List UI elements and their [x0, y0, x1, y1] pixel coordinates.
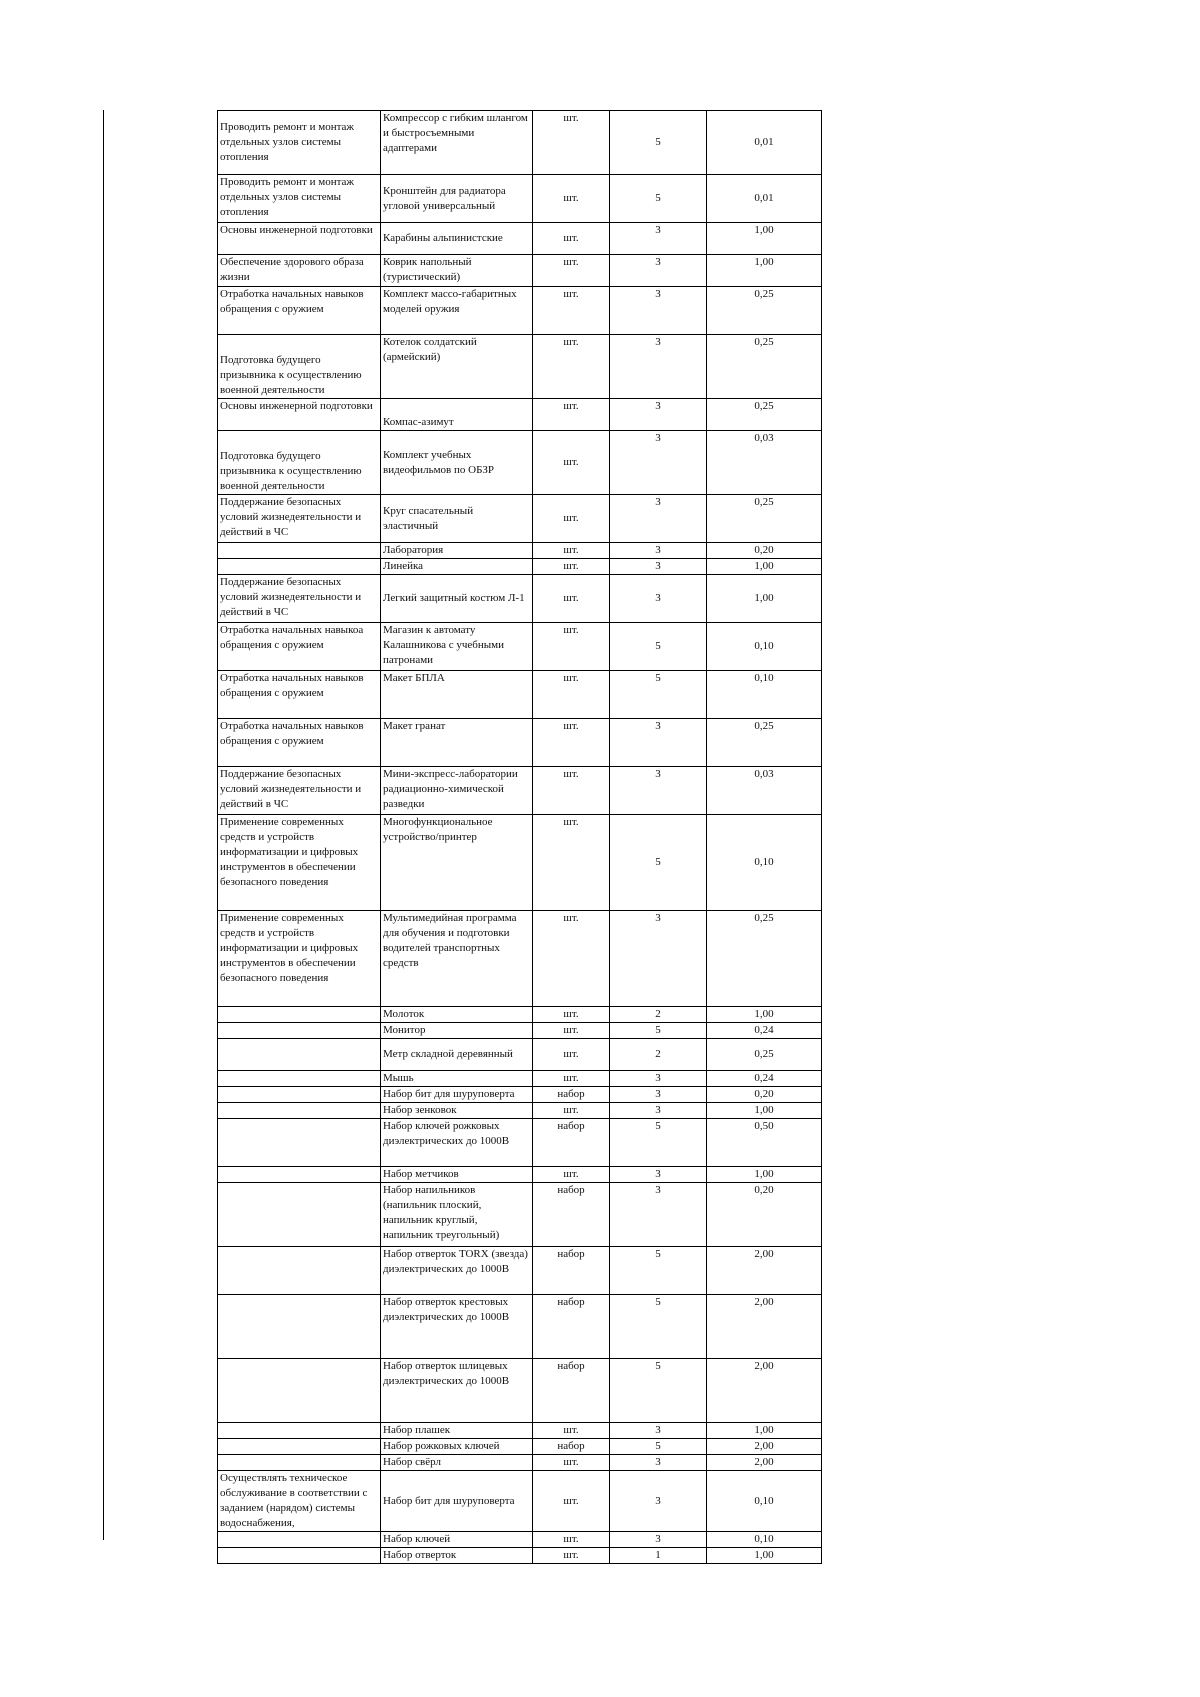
item-cell: Набор метчиков [381, 1167, 533, 1183]
equipment-table-body [218, 111, 822, 1564]
topic-cell [218, 1023, 381, 1039]
qty-cell: 5 [610, 1359, 707, 1423]
topic-cell: Подготовка будущего призывника к осуществлению военной деятельности [218, 431, 381, 495]
unit-cell: шт. [533, 1532, 610, 1548]
table-row [218, 1087, 822, 1103]
qty-cell: 3 [610, 911, 707, 1007]
unit-cell: шт. [533, 559, 610, 575]
topic-cell [218, 1087, 381, 1103]
norm-cell: 2,00 [707, 1455, 822, 1471]
qty-cell: 3 [610, 223, 707, 255]
unit-cell: шт. [533, 1007, 610, 1023]
item-cell: Набор ключей рожковых диэлектрических до 1000В [381, 1119, 533, 1167]
norm-cell: 1,00 [707, 1548, 822, 1564]
norm-cell: 1,00 [707, 1167, 822, 1183]
qty-cell: 3 [610, 1167, 707, 1183]
qty-cell: 3 [610, 431, 707, 495]
norm-cell: 0,10 [707, 1471, 822, 1532]
qty-cell: 3 [610, 719, 707, 767]
topic-cell [218, 1007, 381, 1023]
norm-cell: 1,00 [707, 1103, 822, 1119]
qty-cell: 5 [610, 623, 707, 671]
topic-cell [218, 1455, 381, 1471]
qty-cell: 5 [610, 1439, 707, 1455]
norm-cell: 0,24 [707, 1071, 822, 1087]
topic-cell: Основы инженерной подготовки [218, 399, 381, 431]
item-cell: Набор отверток крестовых диэлектрических до 1000В [381, 1295, 533, 1359]
topic-cell: Поддержание безопасных условий жизнедеятельности и действий в ЧС [218, 495, 381, 543]
topic-cell: Отработка начальных навыков обращения с оружием [218, 287, 381, 335]
unit-cell: шт. [533, 287, 610, 335]
qty-cell: 5 [610, 1119, 707, 1167]
norm-cell: 2,00 [707, 1439, 822, 1455]
norm-cell: 1,00 [707, 1423, 822, 1439]
qty-cell: 3 [610, 1103, 707, 1119]
item-cell: Мышь [381, 1071, 533, 1087]
norm-cell: 0,01 [707, 111, 822, 175]
norm-cell: 0,25 [707, 1039, 822, 1071]
item-cell: Многофункциональное устройство/принтер [381, 815, 533, 911]
qty-cell: 3 [610, 1071, 707, 1087]
norm-cell: 1,00 [707, 1007, 822, 1023]
item-cell: Лаборатория [381, 543, 533, 559]
qty-cell: 3 [610, 1532, 707, 1548]
unit-cell: шт. [533, 431, 610, 495]
norm-cell: 0,10 [707, 623, 822, 671]
item-cell: Монитор [381, 1023, 533, 1039]
table-row [218, 671, 822, 719]
unit-cell: шт. [533, 1548, 610, 1564]
table-row [218, 175, 822, 223]
unit-cell: набор [533, 1247, 610, 1295]
item-cell: Набор плашек [381, 1423, 533, 1439]
topic-cell [218, 1532, 381, 1548]
norm-cell: 0,25 [707, 287, 822, 335]
table-row [218, 1423, 822, 1439]
table-row [218, 719, 822, 767]
norm-cell: 0,20 [707, 1183, 822, 1247]
topic-cell [218, 1247, 381, 1295]
unit-cell: набор [533, 1119, 610, 1167]
item-cell: Линейка [381, 559, 533, 575]
table-row [218, 623, 822, 671]
norm-cell: 0,10 [707, 815, 822, 911]
qty-cell: 2 [610, 1039, 707, 1071]
item-cell: Компрессор с гибким шлангом и быстросъемными адаптерами [381, 111, 533, 175]
item-cell: Набор рожковых ключей [381, 1439, 533, 1455]
item-cell: Мини-экспресс-лаборатории радиационно-химической разведки [381, 767, 533, 815]
topic-cell: Осуществлять техническое обслуживание в соответствии с заданием (нарядом) системы водоснабжения, [218, 1471, 381, 1532]
norm-cell: 0,24 [707, 1023, 822, 1039]
unit-cell: шт. [533, 1071, 610, 1087]
item-cell: Набор отверток шлицевых диэлектрических до 1000В [381, 1359, 533, 1423]
item-cell: Набор ключей [381, 1532, 533, 1548]
item-cell: Набор бит для шуруповерта [381, 1471, 533, 1532]
table-row [218, 815, 822, 911]
norm-cell: 0,10 [707, 1532, 822, 1548]
norm-cell: 0,25 [707, 911, 822, 1007]
table-row [218, 1103, 822, 1119]
unit-cell: шт. [533, 623, 610, 671]
qty-cell: 3 [610, 335, 707, 399]
unit-cell: шт. [533, 575, 610, 623]
topic-cell: Отработка начальных навыков обращения с оружием [218, 719, 381, 767]
table-row [218, 495, 822, 543]
topic-cell: Основы инженерной подготовки [218, 223, 381, 255]
topic-cell: Обеспечение здорового образа жизни [218, 255, 381, 287]
item-cell: Легкий защитный костюм Л-1 [381, 575, 533, 623]
norm-cell: 0,25 [707, 719, 822, 767]
topic-cell [218, 1039, 381, 1071]
unit-cell: шт. [533, 1471, 610, 1532]
norm-cell: 0,25 [707, 335, 822, 399]
item-cell: Набор бит для шуруповерта [381, 1087, 533, 1103]
qty-cell: 3 [610, 559, 707, 575]
table-row [218, 255, 822, 287]
unit-cell: набор [533, 1087, 610, 1103]
item-cell: Набор свёрл [381, 1455, 533, 1471]
topic-cell [218, 1359, 381, 1423]
qty-cell: 3 [610, 1183, 707, 1247]
unit-cell: шт. [533, 255, 610, 287]
unit-cell: шт. [533, 543, 610, 559]
table-row [218, 431, 822, 495]
table-row [218, 1071, 822, 1087]
table-row [218, 1439, 822, 1455]
qty-cell: 3 [610, 1423, 707, 1439]
unit-cell: шт. [533, 175, 610, 223]
table-row [218, 559, 822, 575]
norm-cell: 2,00 [707, 1359, 822, 1423]
qty-cell: 5 [610, 1247, 707, 1295]
qty-cell: 3 [610, 495, 707, 543]
unit-cell: шт. [533, 671, 610, 719]
norm-cell: 1,00 [707, 255, 822, 287]
item-cell: Молоток [381, 1007, 533, 1023]
table-row [218, 287, 822, 335]
item-cell: Магазин к автомату Калашникова с учебными патронами [381, 623, 533, 671]
table-row [218, 1548, 822, 1564]
item-cell: Макет гранат [381, 719, 533, 767]
unit-cell: шт. [533, 767, 610, 815]
unit-cell: шт. [533, 1455, 610, 1471]
topic-cell [218, 1548, 381, 1564]
topic-cell [218, 1071, 381, 1087]
topic-cell [218, 1167, 381, 1183]
topic-cell [218, 543, 381, 559]
norm-cell: 1,00 [707, 559, 822, 575]
table-row [218, 1119, 822, 1167]
topic-cell: Подготовка будущего призывника к осуществлению военной деятельности [218, 335, 381, 399]
item-cell: Кронштейн для радиатора угловой универсальный [381, 175, 533, 223]
norm-cell: 0,50 [707, 1119, 822, 1167]
table-row [218, 1023, 822, 1039]
topic-cell: Проводить ремонт и монтаж отдельных узлов системы отопления [218, 175, 381, 223]
unit-cell: шт. [533, 1423, 610, 1439]
norm-cell: 0,25 [707, 399, 822, 431]
qty-cell: 3 [610, 1471, 707, 1532]
norm-cell: 0,03 [707, 431, 822, 495]
unit-cell: шт. [533, 815, 610, 911]
topic-cell: Применение современных средств и устройств информатизации и цифровых инструментов в обеспечении безопасного поведения [218, 911, 381, 1007]
qty-cell: 2 [610, 1007, 707, 1023]
item-cell: Набор напильников (напильник плоский, напильник круглый, напильник треугольный) [381, 1183, 533, 1247]
item-cell: Набор отверток [381, 1548, 533, 1564]
table-row [218, 335, 822, 399]
item-cell: Комплект массо-габаритных моделей оружия [381, 287, 533, 335]
topic-cell [218, 1183, 381, 1247]
norm-cell: 2,00 [707, 1295, 822, 1359]
qty-cell: 5 [610, 671, 707, 719]
table-row [218, 1295, 822, 1359]
table-row [218, 1183, 822, 1247]
topic-cell: Поддержание безопасных условий жизнедеятельности и действий в ЧС [218, 767, 381, 815]
table-row [218, 575, 822, 623]
norm-cell: 1,00 [707, 575, 822, 623]
item-cell: Коврик напольный (туристический) [381, 255, 533, 287]
unit-cell: шт. [533, 1023, 610, 1039]
unit-cell: набор [533, 1183, 610, 1247]
qty-cell: 3 [610, 543, 707, 559]
norm-cell: 0,25 [707, 495, 822, 543]
norm-cell: 0,03 [707, 767, 822, 815]
norm-cell: 0,20 [707, 1087, 822, 1103]
topic-cell [218, 1295, 381, 1359]
qty-cell: 5 [610, 815, 707, 911]
left-margin-rule [103, 110, 104, 1540]
table-row [218, 223, 822, 255]
qty-cell: 3 [610, 287, 707, 335]
qty-cell: 5 [610, 111, 707, 175]
qty-cell: 3 [610, 1087, 707, 1103]
qty-cell: 3 [610, 1455, 707, 1471]
topic-cell: Поддержание безопасных условий жизнедеятельности и действий в ЧС [218, 575, 381, 623]
item-cell: Комплект учебных видеофильмов по ОБЗР [381, 431, 533, 495]
table-row [218, 1007, 822, 1023]
unit-cell: набор [533, 1295, 610, 1359]
table-row [218, 1455, 822, 1471]
norm-cell: 0,01 [707, 175, 822, 223]
qty-cell: 3 [610, 255, 707, 287]
unit-cell: шт. [533, 911, 610, 1007]
qty-cell: 3 [610, 767, 707, 815]
norm-cell: 1,00 [707, 223, 822, 255]
topic-cell [218, 1103, 381, 1119]
topic-cell [218, 1423, 381, 1439]
norm-cell: 0,10 [707, 671, 822, 719]
unit-cell: шт. [533, 335, 610, 399]
unit-cell: шт. [533, 495, 610, 543]
table-row [218, 1247, 822, 1295]
table-row [218, 111, 822, 175]
unit-cell: шт. [533, 1103, 610, 1119]
unit-cell: шт. [533, 1039, 610, 1071]
unit-cell: шт. [533, 719, 610, 767]
item-cell: Мультимедийная программа для обучения и подготовки водителей транспортных средств [381, 911, 533, 1007]
qty-cell: 3 [610, 575, 707, 623]
unit-cell: шт. [533, 1167, 610, 1183]
item-cell: Круг спасательный эластичный [381, 495, 533, 543]
table-row [218, 1359, 822, 1423]
topic-cell: Проводить ремонт и монтаж отдельных узлов системы отопления [218, 111, 381, 175]
topic-cell [218, 1119, 381, 1167]
item-cell: Макет БПЛА [381, 671, 533, 719]
table-row [218, 543, 822, 559]
topic-cell: Применение современных средств и устройств информатизации и цифровых инструментов в обеспечении безопасного поведения [218, 815, 381, 911]
unit-cell: шт. [533, 111, 610, 175]
equipment-table [217, 110, 822, 1564]
qty-cell: 3 [610, 399, 707, 431]
item-cell: Набор зенковок [381, 1103, 533, 1119]
norm-cell: 2,00 [707, 1247, 822, 1295]
item-cell: Набор отверток TORX (звезда) диэлектрических до 1000В [381, 1247, 533, 1295]
unit-cell: набор [533, 1439, 610, 1455]
topic-cell: Отработка начальных навыков обращения с оружием [218, 671, 381, 719]
qty-cell: 1 [610, 1548, 707, 1564]
qty-cell: 5 [610, 175, 707, 223]
unit-cell: набор [533, 1359, 610, 1423]
table-row [218, 1532, 822, 1548]
item-cell: Карабины альпинистские [381, 223, 533, 255]
table-row [218, 911, 822, 1007]
item-cell: Котелок солдатский (армейский) [381, 335, 533, 399]
norm-cell: 0,20 [707, 543, 822, 559]
item-cell: Компас-азимут [381, 399, 533, 431]
topic-cell [218, 1439, 381, 1455]
table-row [218, 1471, 822, 1532]
topic-cell: Отработка начальных навыкоа обращения с оружием [218, 623, 381, 671]
table-row [218, 767, 822, 815]
table-row [218, 1167, 822, 1183]
unit-cell: шт. [533, 399, 610, 431]
topic-cell [218, 559, 381, 575]
table-row [218, 1039, 822, 1071]
qty-cell: 5 [610, 1023, 707, 1039]
unit-cell: шт. [533, 223, 610, 255]
item-cell: Метр складной деревянный [381, 1039, 533, 1071]
qty-cell: 5 [610, 1295, 707, 1359]
table-row [218, 399, 822, 431]
